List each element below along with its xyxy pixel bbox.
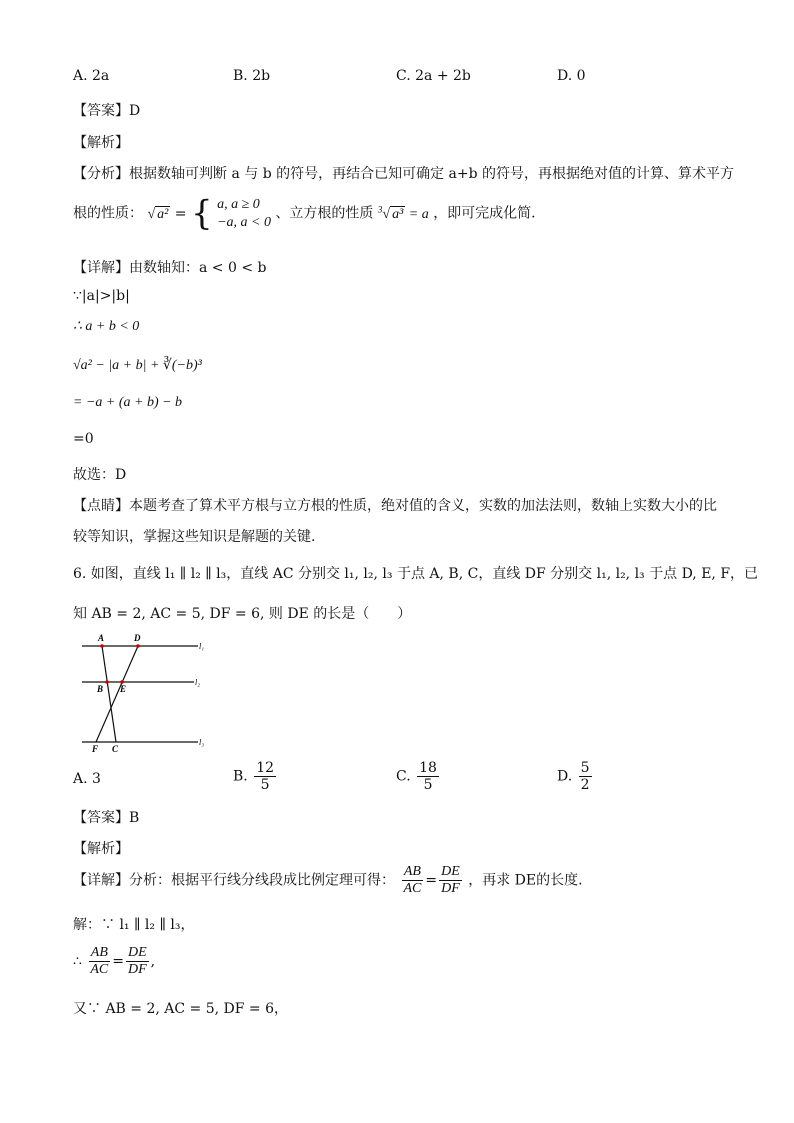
fenxi-prefix: 根的性质：	[73, 205, 143, 222]
q6-option-c: C. $\frac{18}{5}$	[396, 760, 437, 794]
label-e: E	[120, 684, 127, 694]
case-1: a, a ≥ 0	[217, 197, 260, 212]
line-df	[96, 646, 138, 742]
q6-analysis-heading: 【解析】	[73, 841, 129, 857]
label-l2: l₂	[195, 678, 201, 687]
q5-fenxi-line1: 【分析】根据数轴可判断 a 与 b 的符号，再结合已知可确定 a+b 的符号，再根据绝对值的计算、算术平方	[73, 166, 735, 182]
point-b	[105, 680, 109, 684]
q5-step3: √a² − |a + b| + ∛(−b)³	[73, 358, 202, 373]
frac-18-5: $\frac{18}{5}$	[419, 760, 437, 794]
q6-figure	[76, 632, 212, 754]
q5-step4: = −a + (a + b) − b	[73, 395, 183, 410]
q5-step2: ∴ a + b < 0	[73, 319, 140, 334]
label-c: C	[112, 744, 119, 754]
q5-answer: 【答案】D	[73, 103, 141, 119]
q6-option-a: A. 3	[73, 771, 101, 787]
fenxi-suffix: ，即可完成化简.	[433, 205, 536, 222]
q5-option-d: D. 0	[557, 68, 586, 84]
q5-step5: =0	[73, 431, 94, 447]
q5-choice: 故选：D	[73, 467, 127, 483]
q5-analysis-heading: 【解析】	[73, 135, 129, 151]
q5-fenxi-line2	[73, 193, 536, 234]
point-a	[100, 644, 104, 648]
label-l1: l₁	[199, 642, 205, 651]
piecewise-cases	[217, 196, 271, 231]
label-l3: l₃	[199, 738, 205, 747]
q6-detail: 【详解】分析：根据平行线分线段成比例定理可得： $\frac{AB}{AC}$ = $\frac{DE}{DF}$ ，再求 DE的长度.	[73, 864, 583, 897]
line-ac	[102, 646, 116, 742]
label-b: B	[97, 684, 104, 694]
left-brace-icon: {	[190, 193, 213, 234]
frac-ab-ac: $\frac{AB}{AC}$	[403, 864, 422, 897]
q6-option-d: D. $\frac{5}{2}$	[557, 760, 590, 794]
q5-detail: 【详解】由数轴知：a < 0 < b	[73, 260, 267, 276]
label-d: D	[134, 633, 141, 643]
q6-sol3: 又∵ AB = 2, AC = 5, DF = 6，	[73, 1001, 289, 1017]
frac-de-df-2: $\frac{DE}{DF}$	[128, 945, 147, 978]
label-a: A	[98, 633, 105, 643]
frac-ab-ac-2: $\frac{AB}{AC}$	[90, 945, 109, 978]
q6-answer: 【答案】B	[73, 810, 140, 826]
label-f: F	[92, 744, 99, 754]
point-d	[136, 644, 140, 648]
q6-stem-line2: 知 AB = 2, AC = 5, DF = 6, 则 DE 的长是（ ）	[73, 606, 412, 622]
q5-option-b: B. 2b	[233, 68, 271, 84]
q5-dianjing-line2: 较等知识，掌握这些知识是解题的关键.	[73, 529, 316, 545]
sqrt-a-squared-formula: √ a² =	[147, 205, 187, 222]
frac-5-2: $\frac{5}{2}$	[580, 760, 590, 794]
q6-sol2: ∴ $\frac{AB}{AC}$ = $\frac{DE}{DF}$ ,	[73, 945, 156, 978]
q5-option-a: A. 2a	[73, 68, 110, 84]
q5-option-c: C. 2a + 2b	[396, 68, 471, 84]
cube-root-formula: $^3$√ a³ = a	[377, 203, 429, 222]
q5-step1: ∵|a|>|b|	[73, 288, 130, 304]
frac-12-5: $\frac{12}{5}$	[256, 760, 275, 794]
frac-de-df: $\frac{DE}{DF}$	[441, 864, 460, 897]
case-2: −a, a < 0	[217, 214, 271, 230]
q6-option-b: B. $\frac{12}{5}$	[233, 760, 275, 794]
q6-stem-line1: 6. 如图，直线 l₁ ∥ l₂ ∥ l₃，直线 AC 分别交 l₁, l₂, l₃ 于点 A, B, C，直线 DF 分别交 l₁, l₂, l₃ 于点 D, E, F，已	[73, 566, 759, 582]
fenxi-mid: 、立方根的性质	[275, 205, 374, 222]
q5-dianjing-line1: 【点睛】本题考查了算术平方根与立方根的性质，绝对值的含义，实数的加法法则，数轴上实数大小的比	[73, 498, 717, 514]
q6-sol1: 解：∵ l₁ ∥ l₂ ∥ l₃，	[73, 917, 195, 933]
